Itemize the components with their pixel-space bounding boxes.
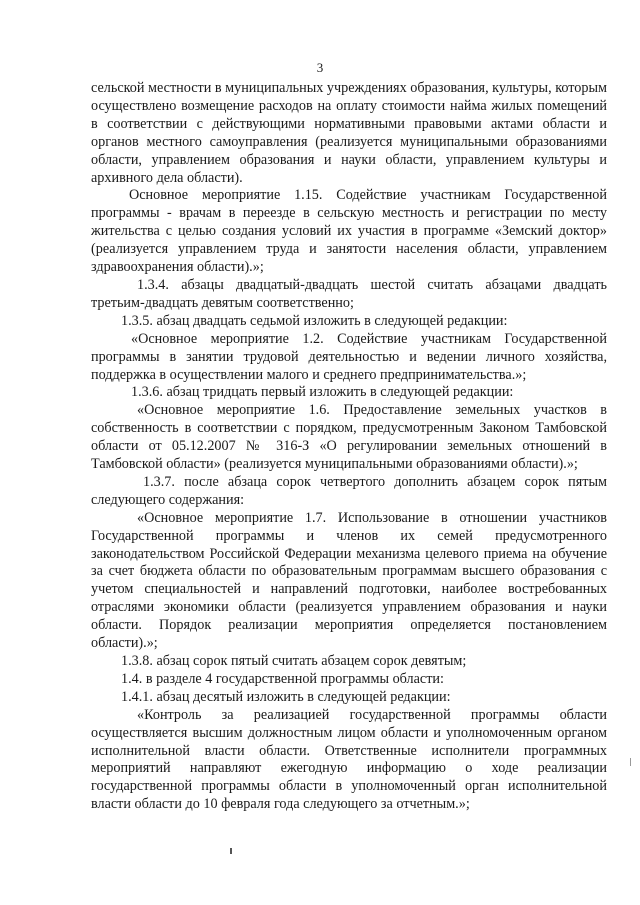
paragraph-6: 1.3.6. абзац тридцать первый изложить в следующей редакции: xyxy=(131,384,514,401)
paragraph-1: сельской местности в муниципальных учреждениях образования, культуры, которым осуществлено возмещение расходов на оплату стоимости найма жилых помещений в соответствии с действующими нормативными правовыми актами области и органов местного самоуправления (реализуется муниципальными образованиями области, управлением образования и науки области, управлением культуры и архивного дела области). xyxy=(91,80,607,186)
page-number: 3 xyxy=(316,60,324,75)
scan-artifact-mark xyxy=(230,848,232,854)
margin-artifact-mark xyxy=(630,758,631,766)
paragraph-12: 1.4.1. абзац десятый изложить в следующей редакции: xyxy=(121,688,451,705)
paragraph-9: «Основное мероприятие 1.7. Использование в отношении участников Государственной программы и членов их семей предусмотренного законодательством Российской Федерации механизма целевого приема на обучение за счет бюджета области по образовательным программам высшего образования с учетом специальностей и направлений подготовки, наиболее востребованных отраслями экономики области (реализуется управлением образования и науки области. Порядок реализации мероприятия определяется постановлением области).»; xyxy=(91,509,607,652)
paragraph-13: «Контроль за реализацией государственной программы области осуществляется высшим должностным лицом области и уполномоченным органом исполнительной власти области. Ответственные исполнители программных мероприятий направляют ежегодную информацию о ходе реализации государственной программы области в уполномоченный орган исполнительной власти области до 10 февраля года следующего за отчетным.»; xyxy=(91,706,607,813)
document-body xyxy=(91,80,607,814)
paragraph-8: 1.3.7. после абзаца сорок четвертого дополнить абзацем сорок пятым следующего содержания: xyxy=(91,473,607,508)
paragraph-3: 1.3.4. абзацы двадцатый-двадцать шестой считать абзацами двадцать третьим-двадцать девятым соответственно; xyxy=(91,276,607,311)
paragraph-10: 1.3.8. абзац сорок пятый считать абзацем сорок девятым; xyxy=(121,653,467,669)
paragraph-11: 1.4. в разделе 4 государственной программы области: xyxy=(121,670,444,687)
paragraph-4: 1.3.5. абзац двадцать седьмой изложить в следующей редакции: xyxy=(121,312,508,329)
paragraph-5: «Основное мероприятие 1.2. Содействие участникам Государственной программы в занятии трудовой деятельностью и ведении личного хозяйства, поддержка в осуществлении малого и среднего предпринимательства.»; xyxy=(91,330,607,383)
paragraph-7: «Основное мероприятие 1.6. Предоставление земельных участков в собственность в соответствии с порядком, предусмотренным Законом Тамбовской области от 05.12.2007 № 316-З «О регулировании земельных отношений в Тамбовской области» (реализуется муниципальными образованиями области).»; xyxy=(91,402,607,473)
paragraph-2: Основное мероприятие 1.15. Содействие участникам Государственной программы - врачам в переезде в сельскую местность и регистрации по месту жительства с целью создания условий их участия в программе «Земский доктор» (реализуется управлением труда и занятости населения области, управлением здравоохранения области).»; xyxy=(91,187,607,276)
